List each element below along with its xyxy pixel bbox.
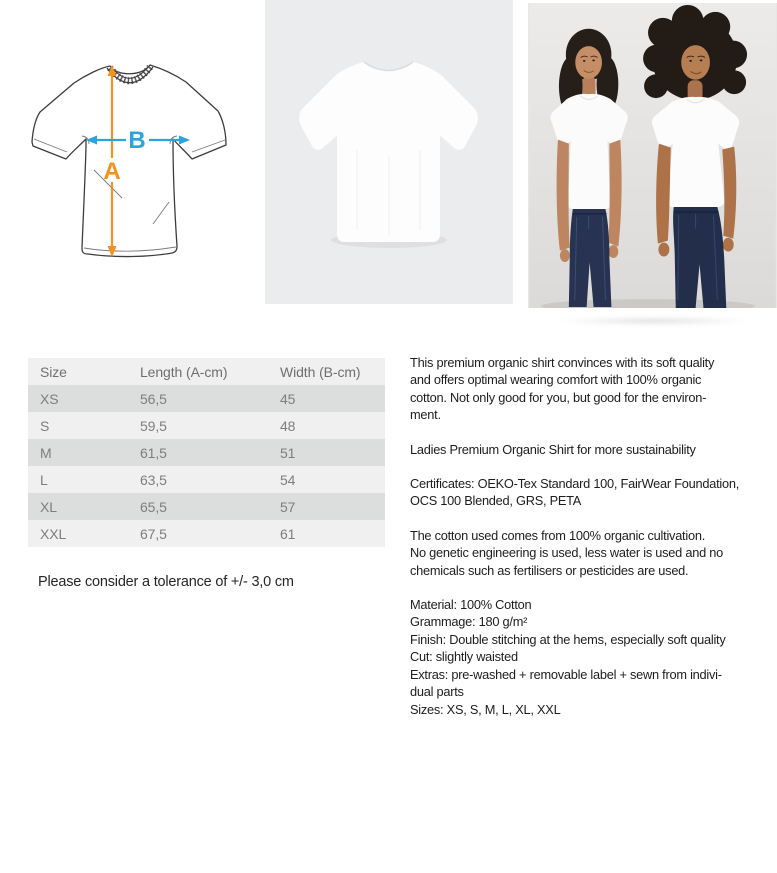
flatlay-tshirt — [265, 0, 513, 304]
description-block — [410, 475, 755, 510]
description-line: Cut: slightly waisted — [410, 649, 518, 665]
tshirt-outline — [32, 65, 226, 257]
description — [410, 354, 755, 735]
description-block — [410, 596, 755, 718]
description-line: ment. — [410, 407, 441, 423]
table-row — [28, 412, 385, 439]
description-line: cotton. Not only good for you, but good for the environ- — [410, 389, 707, 405]
table-cell: 56,5 — [140, 390, 167, 407]
description-line: The cotton used comes from 100% organic cultivation. — [410, 527, 705, 543]
model-left-face — [575, 46, 602, 79]
table-cell: 59,5 — [140, 417, 167, 434]
table-cell: L — [40, 471, 48, 488]
description-line: OCS 100 Blended, GRS, PETA — [410, 493, 582, 509]
size-table-header — [28, 358, 385, 385]
description-block — [410, 441, 755, 458]
description-line: Certificates: OEKO-Tex Standard 100, FairWear Foundation, — [410, 476, 740, 492]
model-left-arm-left — [557, 140, 570, 251]
description-line: No genetic engineering is used, less water is used and no — [410, 545, 723, 561]
description-line: and offers optimal wearing comfort with 100% organic — [410, 372, 702, 388]
table-cell: 48 — [280, 417, 296, 434]
description-line: Sizes: XS, S, M, L, XL, XXL — [410, 701, 561, 717]
table-cell: 67,5 — [140, 525, 167, 542]
photo-drop-shadow — [556, 317, 752, 325]
label-a: A — [103, 158, 121, 185]
description-line: dual parts — [410, 684, 464, 700]
table-cell: 54 — [280, 471, 296, 488]
description-line: Material: 100% Cotton — [410, 597, 532, 613]
description-line: chemicals such as fertilisers or pesticides are used. — [410, 562, 689, 578]
table-cell: 61,5 — [140, 444, 167, 461]
column-header-width: Width (B-cm) — [280, 363, 361, 380]
description-line: This premium organic shirt convinces with its soft quality — [410, 355, 715, 370]
description-block — [410, 527, 755, 579]
description-line: Finish: Double stitching at the hems, especially soft quality — [410, 631, 726, 647]
column-header-length: Length (A-cm) — [140, 363, 228, 380]
table-cell: 63,5 — [140, 471, 167, 488]
table-cell: XS — [40, 390, 59, 407]
size-table — [28, 358, 385, 547]
model-right-arm-right — [722, 147, 736, 239]
table-row — [28, 520, 385, 547]
table-cell: 45 — [280, 390, 296, 407]
table-row — [28, 466, 385, 493]
table-cell: 57 — [280, 498, 296, 515]
gallery-image-flatlay[interactable] — [265, 0, 513, 304]
description-line: Ladies Premium Organic Shirt for more sustainability — [410, 441, 696, 457]
table-cell: XXL — [40, 525, 67, 542]
table-row — [28, 385, 385, 412]
description-block — [410, 354, 755, 424]
table-cell: 65,5 — [140, 498, 167, 515]
tshirt-measurement-diagram — [30, 52, 230, 267]
model-left-arm-right — [608, 140, 621, 247]
table-row — [28, 493, 385, 520]
table-cell: XL — [40, 498, 57, 515]
label-b: B — [128, 127, 146, 154]
table-cell: 61 — [280, 525, 296, 542]
table-cell: M — [40, 444, 52, 461]
size-table-body — [28, 385, 385, 547]
column-header-size: Size — [40, 363, 67, 380]
description-line: Extras: pre-washed + removable label + sewn from indivi- — [410, 666, 722, 682]
model-right-face — [681, 45, 710, 80]
table-row — [28, 439, 385, 466]
gallery-image-measurement-diagram[interactable] — [0, 0, 258, 305]
tolerance-note: Please consider a tolerance of +/- 3,0 cm — [38, 574, 294, 590]
table-cell: 51 — [280, 444, 296, 461]
table-cell: S — [40, 417, 50, 434]
gallery-image-models[interactable] — [528, 3, 777, 308]
models-photo — [528, 3, 777, 308]
description-line: Grammage: 180 g/m² — [410, 614, 528, 630]
